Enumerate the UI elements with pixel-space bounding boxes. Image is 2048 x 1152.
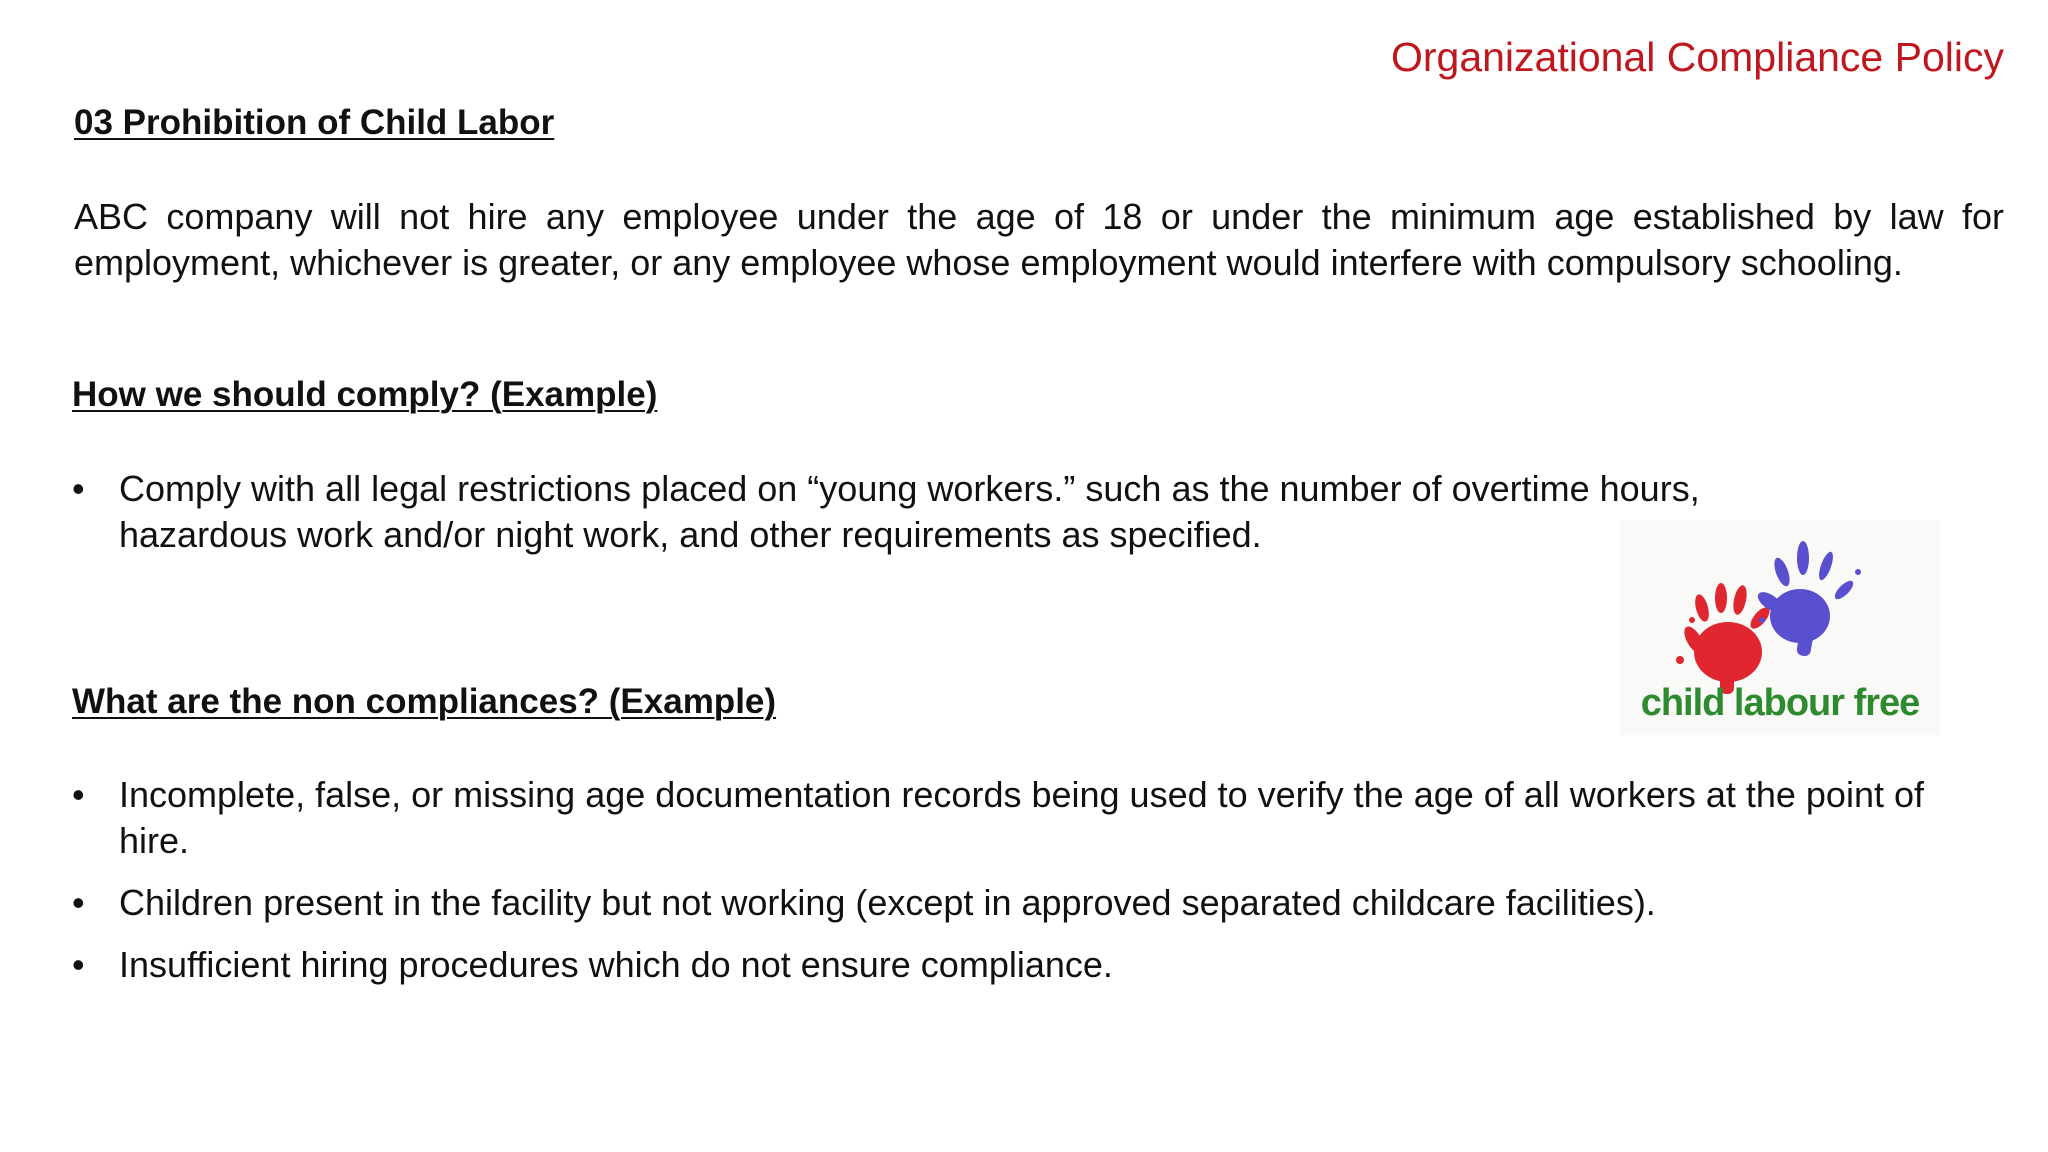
bullet-icon: • <box>72 944 85 985</box>
comply-heading: How we should comply? (Example) <box>72 375 658 414</box>
bullet-icon: • <box>72 468 85 509</box>
list-item-text: Incomplete, false, or missing age documentation records being used to verify the age of all workers at the point of hire. <box>119 774 1924 861</box>
list-item-text: Insufficient hiring procedures which do not ensure compliance. <box>119 944 1113 985</box>
list-item <box>72 772 1972 864</box>
list-item <box>72 880 1972 926</box>
child-labour-free-logo <box>1620 520 1940 735</box>
page-title: Organizational Compliance Policy <box>1390 34 2004 80</box>
comply-list <box>72 466 1852 558</box>
bullet-icon: • <box>72 774 85 815</box>
list-item-text: Comply with all legal restrictions placed on “young workers.” such as the number of overtime hours, hazardous work and/or night work, and other requirements as specified. <box>119 468 1700 555</box>
list-item <box>72 466 1852 558</box>
noncompliance-heading: What are the non compliances? (Example) <box>72 682 777 721</box>
list-item <box>72 942 1972 988</box>
logo-text: child labour free <box>1640 682 1920 724</box>
intro-paragraph: ABC company will not hire any employee under the age of 18 or under the minimum age established by law for employment, whichever is greater, or any employee whose employment would interfere with compulsory schooling. <box>74 196 2004 283</box>
noncompliance-list <box>72 772 1972 1004</box>
list-item-text: Children present in the facility but not working (except in approved separated childcare facilities). <box>119 882 1656 923</box>
bullet-icon: • <box>72 882 85 923</box>
section-heading: 03 Prohibition of Child Labor <box>74 103 555 142</box>
